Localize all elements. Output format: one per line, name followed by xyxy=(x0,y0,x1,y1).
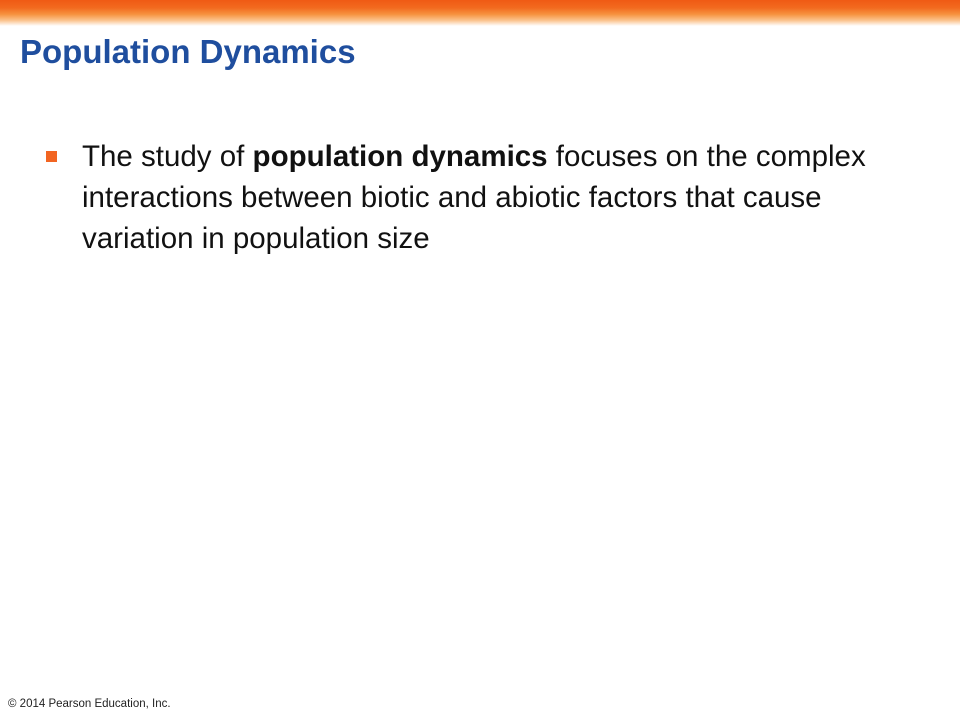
bullet-list xyxy=(46,136,916,259)
bullet-text-before: The study of xyxy=(82,140,253,173)
square-bullet-icon xyxy=(46,151,57,162)
bullet-text xyxy=(82,140,866,255)
copyright-notice: © 2014 Pearson Education, Inc. xyxy=(8,698,171,710)
bullet-text-bold-term: population dynamics xyxy=(252,140,548,173)
bullet-item xyxy=(46,136,916,259)
top-accent-bar xyxy=(0,0,960,26)
bullet-text-after: focuses on the complex interactions between biotic and abiotic factors that cause variation in population size xyxy=(82,140,866,255)
slide-title: Population Dynamics xyxy=(20,33,356,70)
